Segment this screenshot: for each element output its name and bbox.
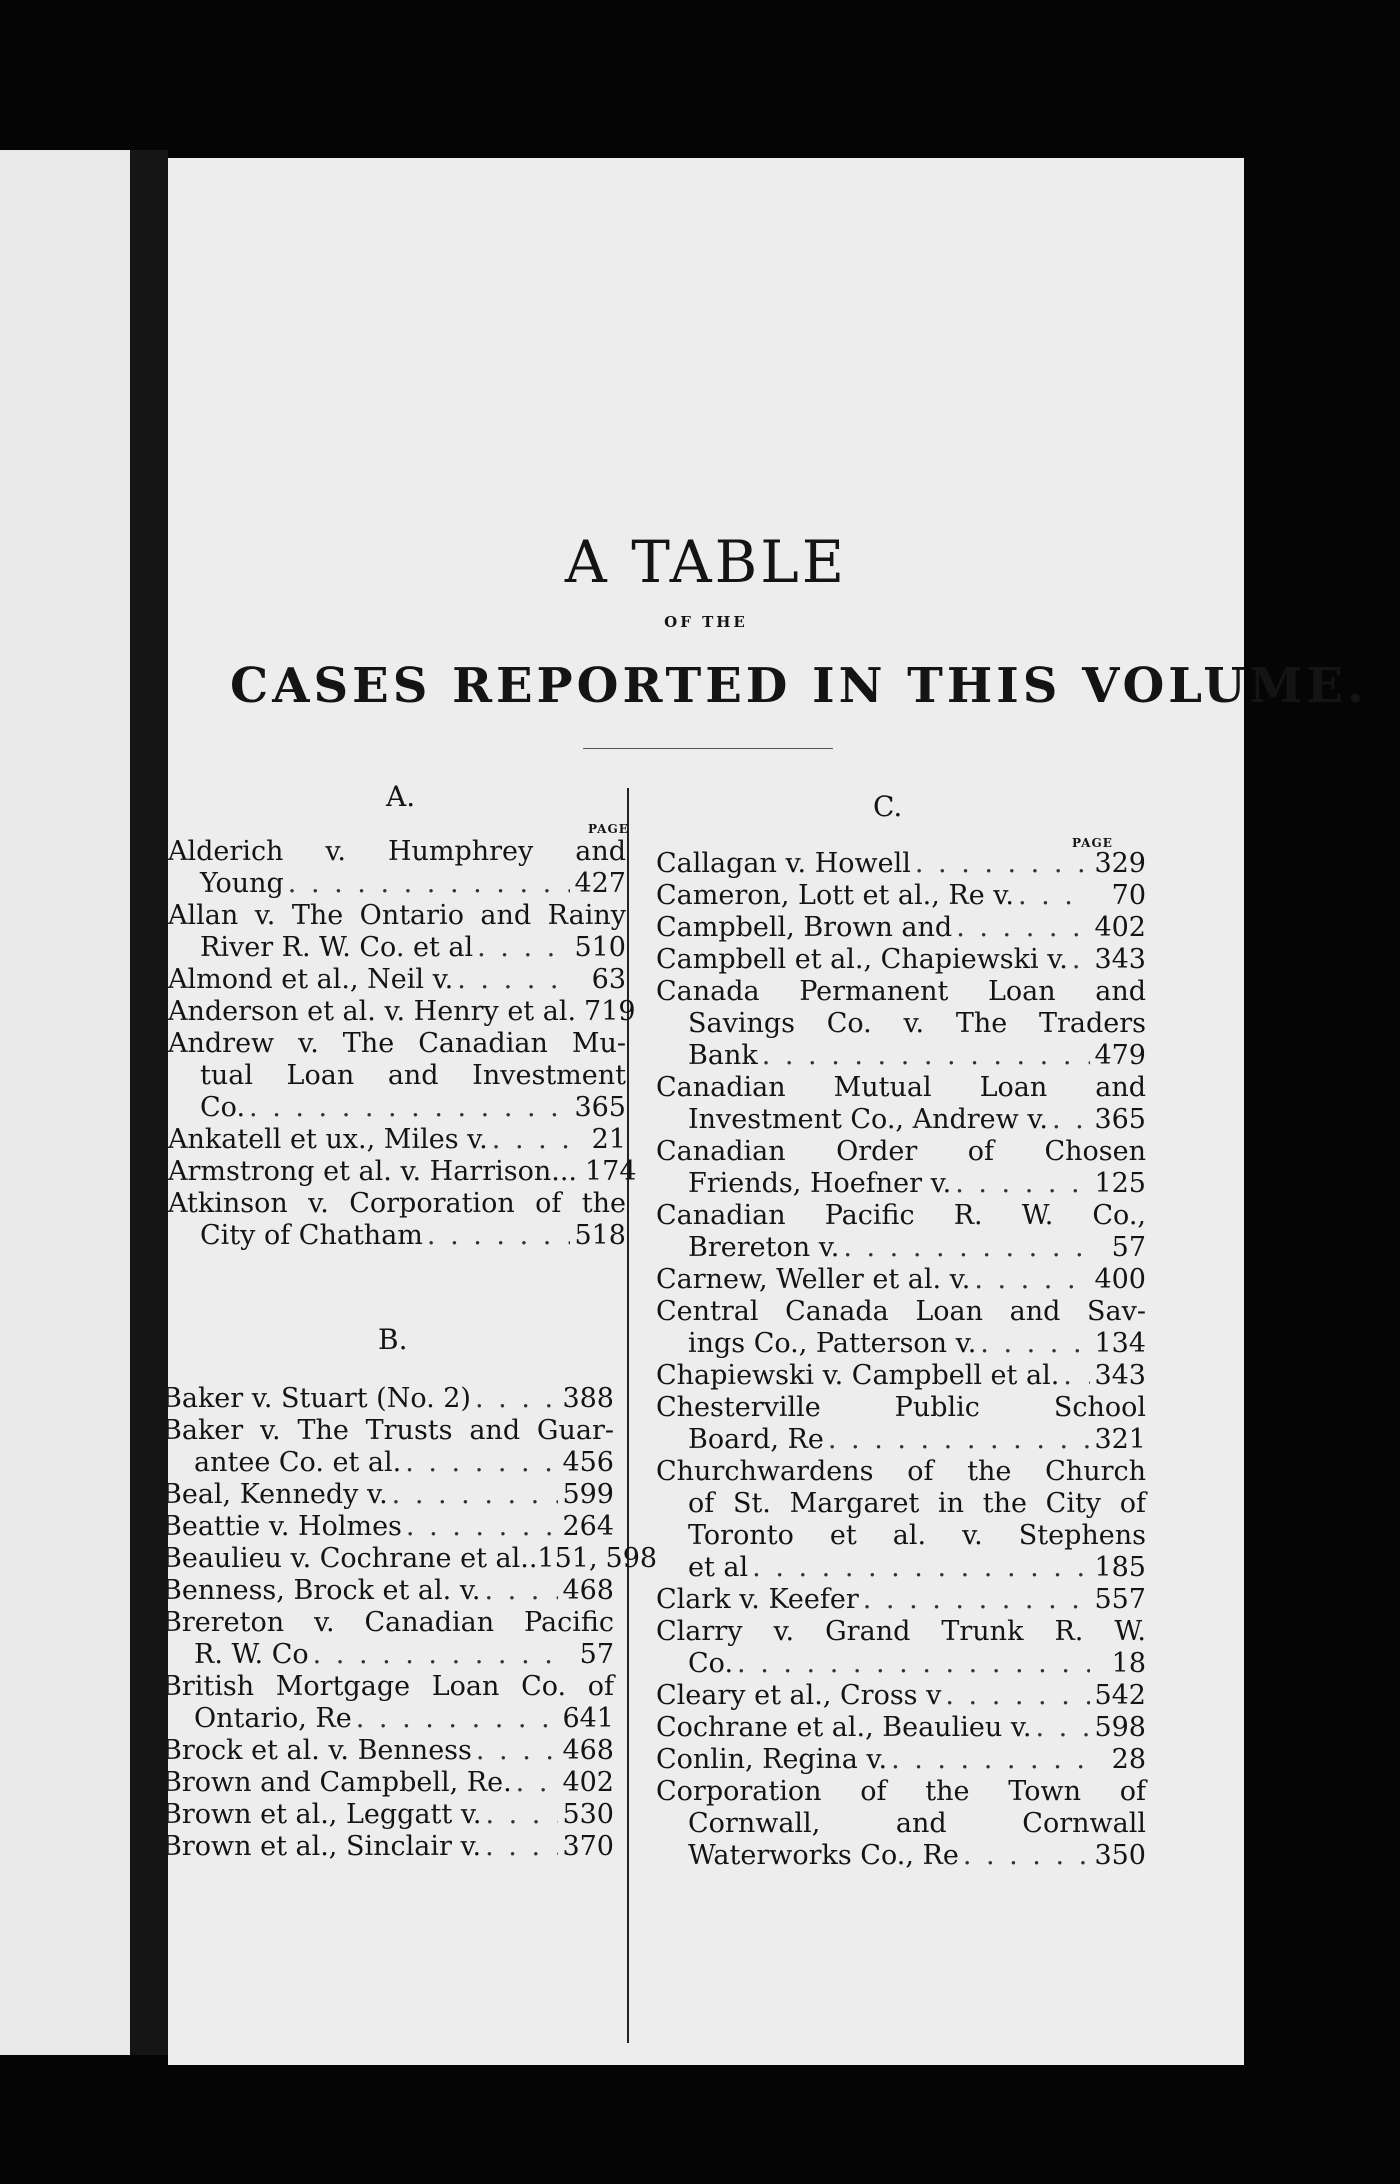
entry-case-name: Beattie v. Holmes xyxy=(162,1511,402,1542)
entry-case-name: Beaulieu v. Cochrane et al..151, xyxy=(162,1543,598,1574)
entry-case-name: Allan v. The Ontario and Rainy xyxy=(168,900,626,931)
leader-dots xyxy=(1052,1104,1090,1136)
entry-case-name: Brock et al. v. Benness xyxy=(162,1735,472,1766)
facing-page-edge xyxy=(0,150,130,2055)
leader-dots xyxy=(457,964,570,996)
entry-page-number: 427 xyxy=(574,868,626,899)
entry-case-name: Carnew, Weller et al. v. xyxy=(656,1264,971,1295)
index-entry xyxy=(656,848,1146,880)
leader-dots xyxy=(484,1575,558,1607)
entry-case-name: Atkinson v. Corporation of the xyxy=(168,1188,626,1219)
index-entry xyxy=(162,1479,614,1511)
title-connector: OF THE xyxy=(664,613,748,631)
entry-page-number: 264 xyxy=(562,1511,614,1542)
entry-case-name-continued: antee Co. et al. xyxy=(194,1447,402,1478)
leader-dots xyxy=(956,912,1090,944)
entry-page-number: 510 xyxy=(574,932,626,963)
page-subtitle: CASES REPORTED IN THIS VOLUME. xyxy=(230,658,1368,714)
section-letter-b: B. xyxy=(378,1323,408,1356)
leader-dots xyxy=(1063,1360,1090,1392)
index-entry xyxy=(168,1188,626,1252)
entry-case-name-continued: tual Loan and Investment xyxy=(200,1060,626,1091)
entry-page-number: 598 xyxy=(605,1543,658,1574)
entry-case-name-continued: Savings Co. v. The Traders xyxy=(688,1008,1146,1039)
entry-case-name: Cochrane et al., Beaulieu v. xyxy=(656,1712,1032,1743)
entry-page-number: 530 xyxy=(562,1799,614,1830)
entry-case-name: Campbell, Brown and xyxy=(656,912,953,943)
index-page xyxy=(162,158,1368,2065)
index-entry xyxy=(162,1799,614,1831)
entry-case-name: Baker v. The Trusts and Guar- xyxy=(162,1415,614,1446)
leader-dots xyxy=(485,1831,558,1863)
leader-dots xyxy=(392,1479,558,1511)
entry-case-name-continued: Toronto et al. v. Stephens xyxy=(688,1520,1146,1551)
entry-page-number: 518 xyxy=(574,1220,626,1251)
leader-dots xyxy=(752,1552,1090,1584)
leader-dots xyxy=(356,1703,558,1735)
index-entry xyxy=(656,1776,1146,1872)
title-rule xyxy=(583,748,833,749)
entry-case-name-continued: River R. W. Co. et al xyxy=(200,932,474,963)
entry-case-name-continued: Young xyxy=(200,868,284,899)
entry-page-number: 321 xyxy=(1094,1424,1146,1455)
entry-case-name: Ankatell et ux., Miles v. xyxy=(168,1124,488,1155)
entry-page-number: 329 xyxy=(1094,848,1146,879)
index-entry xyxy=(656,1360,1146,1392)
entry-case-name: British Mortgage Loan Co. of xyxy=(162,1671,614,1702)
index-entry xyxy=(656,1680,1146,1712)
entry-case-name: Brown et al., Leggatt v. xyxy=(162,1799,482,1830)
leader-dots xyxy=(891,1744,1090,1776)
entry-page-number: 456 xyxy=(562,1447,614,1478)
entry-case-name: Brown and Campbell, Re. xyxy=(162,1767,512,1798)
entry-page-number: 598 xyxy=(1094,1712,1146,1743)
index-entry xyxy=(168,1156,637,1188)
index-entry xyxy=(656,1200,1146,1264)
entry-case-name: Beal, Kennedy v. xyxy=(162,1479,388,1510)
index-entry xyxy=(656,1456,1146,1584)
index-entry xyxy=(656,944,1146,976)
index-entry xyxy=(656,976,1146,1072)
entry-case-name: Andrew v. The Canadian Mu- xyxy=(168,1028,626,1059)
entry-page-number: 599 xyxy=(562,1479,614,1510)
entry-case-name-continued: ings Co., Patterson v. xyxy=(688,1328,977,1359)
entry-case-name: Canadian Order of Chosen xyxy=(656,1136,1146,1167)
index-entry xyxy=(162,1735,614,1767)
leader-dots xyxy=(1035,1712,1090,1744)
entry-page-number: 542 xyxy=(1094,1680,1146,1711)
entry-page-number: 719 xyxy=(584,996,636,1027)
index-entry xyxy=(656,880,1146,912)
entry-case-name-continued: Friends, Hoefner v. xyxy=(688,1168,952,1199)
index-entry xyxy=(168,1124,626,1156)
entry-page-number: 70 xyxy=(1111,880,1146,911)
leader-dots xyxy=(475,1383,558,1415)
entry-page-number: 18 xyxy=(1111,1648,1146,1679)
leader-dots xyxy=(485,1799,558,1831)
entry-case-name: Churchwardens of the Church xyxy=(656,1456,1146,1487)
entry-case-name: Central Canada Loan and Sav- xyxy=(656,1296,1146,1327)
entry-page-number: 402 xyxy=(1094,912,1146,943)
entry-page-number: 479 xyxy=(1094,1040,1146,1071)
section-letter-c: C. xyxy=(873,790,903,823)
entry-case-name-continued: R. W. Co xyxy=(194,1639,309,1670)
entry-case-name: Canada Permanent Loan and xyxy=(656,976,1146,1007)
leader-dots xyxy=(313,1639,558,1671)
leader-dots xyxy=(1018,880,1090,912)
entry-page-number: 57 xyxy=(579,1639,614,1670)
index-entry xyxy=(656,1584,1146,1616)
entry-case-name: Benness, Brock et al. v. xyxy=(162,1575,481,1606)
entry-page-number: 343 xyxy=(1094,1360,1146,1391)
entry-page-number: 21 xyxy=(591,1124,626,1155)
page-column-label: PAGE xyxy=(1072,836,1113,850)
entry-page-number: 28 xyxy=(1111,1744,1146,1775)
entry-page-number: 402 xyxy=(562,1767,614,1798)
entry-page-number: 174 xyxy=(585,1156,637,1187)
index-entry xyxy=(162,1543,658,1575)
entry-case-name: Callagan v. Howell xyxy=(656,848,911,879)
entry-case-name-continued: Co. xyxy=(200,1092,246,1123)
index-entry xyxy=(162,1671,614,1735)
entry-page-number: 125 xyxy=(1094,1168,1146,1199)
entry-case-name-continued: Ontario, Re xyxy=(194,1703,352,1734)
entry-case-name-continued: Brereton v. xyxy=(688,1232,840,1263)
entry-case-name: Cleary et al., Cross v xyxy=(656,1680,942,1711)
entry-case-name-continued: Investment Co., Andrew v. xyxy=(688,1104,1048,1135)
index-entry xyxy=(656,1072,1146,1136)
entry-page-number: 134 xyxy=(1094,1328,1146,1359)
leader-dots xyxy=(288,868,570,900)
index-entry xyxy=(162,1831,614,1863)
index-entry xyxy=(162,1575,614,1607)
entry-case-name-continued: Board, Re xyxy=(688,1424,824,1455)
entry-case-name: Brown et al., Sinclair v. xyxy=(162,1831,482,1862)
leader-dots xyxy=(249,1092,570,1124)
entry-page-number: 365 xyxy=(574,1092,626,1123)
index-entry xyxy=(656,1264,1146,1296)
index-entry xyxy=(162,1415,614,1479)
entry-page-number: 365 xyxy=(1094,1104,1146,1135)
index-entry xyxy=(656,1712,1146,1744)
entry-page-number: 557 xyxy=(1094,1584,1146,1615)
leader-dots xyxy=(828,1424,1090,1456)
index-entry xyxy=(162,1511,614,1543)
index-entry xyxy=(168,964,626,996)
entry-case-name: Cameron, Lott et al., Re v. xyxy=(656,880,1014,911)
leader-dots xyxy=(980,1328,1090,1360)
entry-page-number: 350 xyxy=(1094,1840,1146,1871)
index-entry xyxy=(656,912,1146,944)
entry-case-name: Conlin, Regina v. xyxy=(656,1744,888,1775)
leader-dots xyxy=(427,1220,570,1252)
index-entry xyxy=(168,996,636,1028)
entry-case-name: Chapiewski v. Campbell et al. xyxy=(656,1360,1060,1391)
index-entry xyxy=(656,1392,1146,1456)
column-divider xyxy=(627,788,629,2043)
entry-case-name: Armstrong et al. v. Harrison... xyxy=(168,1156,577,1187)
entry-case-name-continued: Co. xyxy=(688,1648,734,1679)
leader-dots xyxy=(406,1511,558,1543)
entry-case-name: Alderich v. Humphrey and xyxy=(168,836,626,867)
index-entry xyxy=(168,836,626,900)
index-entry xyxy=(656,1136,1146,1200)
leader-dots xyxy=(863,1584,1090,1616)
index-entry xyxy=(656,1296,1146,1360)
entry-case-name: Chesterville Public School xyxy=(656,1392,1146,1423)
index-entry xyxy=(656,1744,1146,1776)
entry-case-name: Almond et al., Neil v. xyxy=(168,964,454,995)
index-entry xyxy=(162,1383,614,1415)
entry-case-name: Clarry v. Grand Trunk R. W. xyxy=(656,1616,1146,1647)
index-entry xyxy=(168,1028,626,1124)
index-entry xyxy=(168,900,626,964)
index-entry xyxy=(162,1607,614,1671)
leader-dots xyxy=(915,848,1090,880)
entry-case-name: Anderson et al. v. Henry et al. xyxy=(168,996,577,1027)
entry-case-name: Canadian Mutual Loan and xyxy=(656,1072,1146,1103)
index-entry xyxy=(656,1616,1146,1680)
leader-dots xyxy=(477,932,570,964)
entry-case-name: Canadian Pacific R. W. Co., xyxy=(656,1200,1146,1231)
entry-page-number: 370 xyxy=(562,1831,614,1862)
entry-page-number: 388 xyxy=(562,1383,614,1414)
entry-case-name-continued: et al xyxy=(688,1552,749,1583)
leader-dots xyxy=(492,1124,570,1156)
leader-dots xyxy=(405,1447,558,1479)
entry-page-number: 57 xyxy=(1111,1232,1146,1263)
entry-page-number: 468 xyxy=(562,1575,614,1606)
entry-case-name-continued: City of Chatham xyxy=(200,1220,423,1251)
entry-page-number: 468 xyxy=(562,1735,614,1766)
index-entry xyxy=(162,1767,614,1799)
entry-case-name: Corporation of the Town of xyxy=(656,1776,1146,1807)
page-title: A TABLE xyxy=(564,528,848,596)
entry-case-name-continued: Bank xyxy=(688,1040,758,1071)
entry-page-number: 343 xyxy=(1094,944,1146,975)
leader-dots xyxy=(974,1264,1090,1296)
leader-dots xyxy=(945,1680,1090,1712)
entry-case-name-continued: Cornwall, and Cornwall xyxy=(688,1808,1146,1839)
entry-case-name-continued: Waterworks Co., Re xyxy=(688,1840,959,1871)
leader-dots xyxy=(516,1767,558,1799)
page-column-label: PAGE xyxy=(588,822,629,836)
entry-page-number: 400 xyxy=(1094,1264,1146,1295)
leader-dots xyxy=(963,1840,1090,1872)
entry-page-number: 63 xyxy=(591,964,626,995)
leader-dots xyxy=(762,1040,1090,1072)
leader-dots xyxy=(1072,944,1090,976)
leader-dots xyxy=(737,1648,1090,1680)
entry-page-number: 185 xyxy=(1094,1552,1146,1583)
entry-case-name: Brereton v. Canadian Pacific xyxy=(162,1607,614,1638)
entry-page-number: 641 xyxy=(562,1703,614,1734)
leader-dots xyxy=(955,1168,1090,1200)
entry-case-name: Campbell et al., Chapiewski v. xyxy=(656,944,1068,975)
entry-case-name: Clark v. Keefer xyxy=(656,1584,859,1615)
leader-dots xyxy=(843,1232,1090,1264)
section-letter-a: A. xyxy=(386,780,416,813)
entry-case-name: Baker v. Stuart (No. 2) xyxy=(162,1383,471,1414)
entry-case-name-continued: of St. Margaret in the City of xyxy=(688,1488,1146,1519)
leader-dots xyxy=(476,1735,558,1767)
